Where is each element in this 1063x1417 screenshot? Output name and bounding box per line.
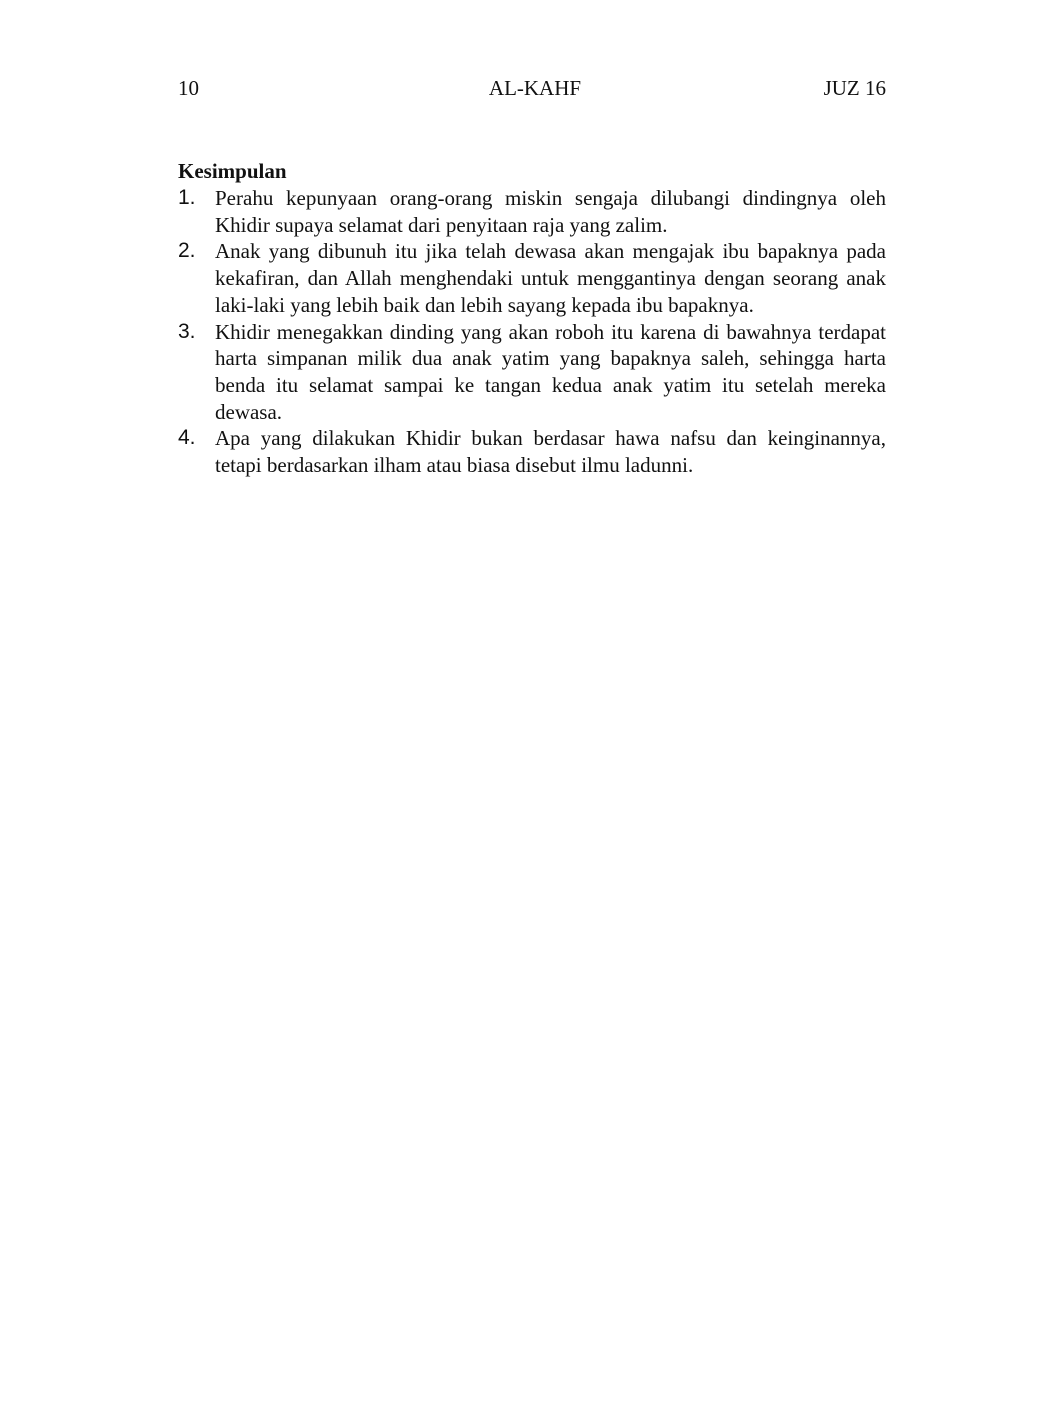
chapter-title: AL-KAHF <box>488 76 582 100</box>
item-text: Perahu kepunyaan orang-orang miskin sengaja dilubangi dindingnya oleh Khidir supaya selamat dari penyitaan raja yang zalim. <box>215 186 886 237</box>
item-number: 4. <box>178 426 196 450</box>
juz-label: JUZ 16 <box>823 76 886 100</box>
list-item <box>178 185 886 238</box>
item-number: 1. <box>178 186 196 209</box>
item-number: 2. <box>178 239 196 263</box>
item-number: 3. <box>178 319 196 343</box>
list-item <box>178 319 886 426</box>
item-text: Anak yang dibunuh itu jika telah dewasa akan mengajak ibu bapaknya pada kekafiran, dan Allah menghendaki untuk menggantinya dengan seorang anak laki-laki yang lebih baik dan lebih sayang kepada ibu bapaknya. <box>215 239 886 317</box>
conclusion-section <box>178 158 886 479</box>
page-number: 10 <box>178 76 199 100</box>
list-item <box>178 425 886 478</box>
item-text: Khidir menegakkan dinding yang akan roboh itu karena di bawahnya terdapat harta simpanan milik dua anak yatim yang bapaknya saleh, sehingga harta benda itu selamat sampai ke tangan kedua anak yatim itu setelah mereka dewasa. <box>215 319 886 424</box>
section-heading: Kesimpulan <box>178 159 287 183</box>
item-text: Apa yang dilakukan Khidir bukan berdasar hawa nafsu dan keinginannya, tetapi berdasarkan ilham atau biasa disebut ilmu ladunni. <box>215 426 886 478</box>
running-header <box>178 74 886 102</box>
conclusion-list <box>178 185 886 479</box>
list-item <box>178 238 886 318</box>
